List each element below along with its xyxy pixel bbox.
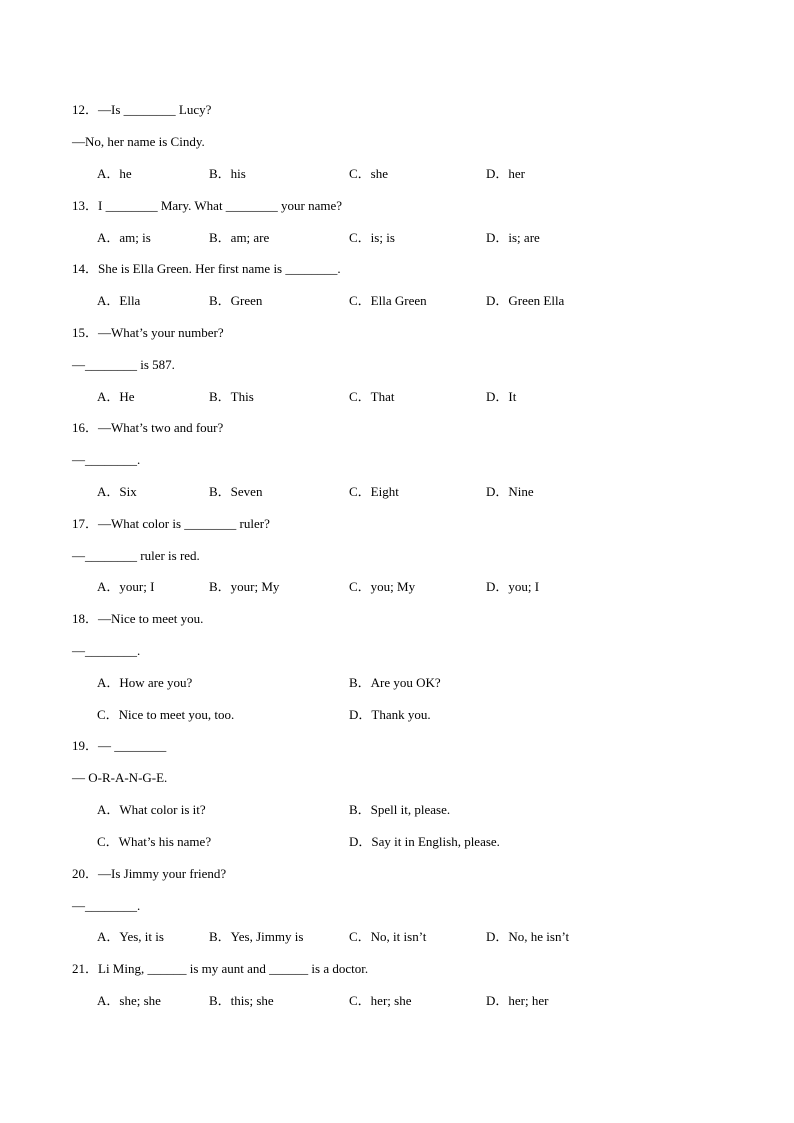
question-15-reply: —________ is 587. [72,357,175,372]
question-14-option-a[interactable]: A．Ella [97,293,141,308]
question-12-option-a[interactable]: A．he [97,166,132,181]
question-18-stem: 18．—Nice to meet you. [72,611,204,626]
question-13-option-a[interactable]: A．am; is [97,230,151,245]
question-12-stem: 12．—Is ________ Lucy? [72,102,212,117]
question-20-stem: 20．—Is Jimmy your friend? [72,866,227,881]
question-19-option-b[interactable]: B．Spell it, please. [349,802,451,817]
question-18-option-b[interactable]: B．Are you OK? [349,675,441,690]
question-16-option-b[interactable]: B．Seven [209,484,263,499]
question-15-stem: 15．—What’s your number? [72,325,224,340]
question-21-option-c[interactable]: C．her; she [349,993,412,1008]
question-15-option-c[interactable]: C．That [349,389,395,404]
question-16-option-a[interactable]: A．Six [97,484,137,499]
question-21-option-b[interactable]: B．this; she [209,993,274,1008]
question-20-option-a[interactable]: A．Yes, it is [97,929,164,944]
question-18-option-c[interactable]: C．Nice to meet you, too. [97,707,235,722]
question-21-stem: 21．Li Ming, ______ is my aunt and ______ is a doctor. [72,961,369,976]
question-17-option-a[interactable]: A．your; I [97,579,155,594]
question-19-option-a[interactable]: A．What color is it? [97,802,206,817]
question-13-option-d[interactable]: D．is; are [486,230,540,245]
question-20-reply: —________. [72,898,141,913]
question-19-option-c[interactable]: C．What’s his name? [97,834,212,849]
question-18-option-a[interactable]: A．How are you? [97,675,193,690]
question-21-option-a[interactable]: A．she; she [97,993,161,1008]
question-15-option-d[interactable]: D．It [486,389,517,404]
question-16-option-c[interactable]: C．Eight [349,484,399,499]
question-13-option-b[interactable]: B．am; are [209,230,270,245]
question-14-option-b[interactable]: B．Green [209,293,263,308]
question-16-reply: —________. [72,452,141,467]
question-20-option-d[interactable]: D．No, he isn’t [486,929,570,944]
question-14-option-d[interactable]: D．Green Ella [486,293,565,308]
question-13-option-c[interactable]: C．is; is [349,230,395,245]
question-18-option-d[interactable]: D．Thank you. [349,707,431,722]
question-17-reply: —________ ruler is red. [72,548,200,563]
question-17-option-b[interactable]: B．your; My [209,579,280,594]
question-18-reply: —________. [72,643,141,658]
question-19-reply: — O-R-A-N-G-E. [72,770,168,785]
question-17-stem: 17．—What color is ________ ruler? [72,516,270,531]
question-16-stem: 16．—What’s two and four? [72,420,224,435]
question-17-option-c[interactable]: C．you; My [349,579,416,594]
question-14-option-c[interactable]: C．Ella Green [349,293,427,308]
question-16-option-d[interactable]: D．Nine [486,484,534,499]
question-12-option-d[interactable]: D．her [486,166,525,181]
question-12-reply: —No, her name is Cindy. [72,134,205,149]
question-20-option-b[interactable]: B．Yes, Jimmy is [209,929,304,944]
question-21-option-d[interactable]: D．her; her [486,993,549,1008]
question-12-option-b[interactable]: B．his [209,166,246,181]
question-19-option-d[interactable]: D．Say it in English, please. [349,834,500,849]
question-15-option-a[interactable]: A．He [97,389,135,404]
question-19-stem: 19．— ________ [72,738,167,753]
question-14-stem: 14．She is Ella Green. Her first name is ________. [72,261,341,276]
question-20-option-c[interactable]: C．No, it isn’t [349,929,427,944]
question-12-option-c[interactable]: C．she [349,166,389,181]
question-15-option-b[interactable]: B．This [209,389,254,404]
question-17-option-d[interactable]: D．you; I [486,579,540,594]
question-13-stem: 13．I ________ Mary. What ________ your name? [72,198,343,213]
